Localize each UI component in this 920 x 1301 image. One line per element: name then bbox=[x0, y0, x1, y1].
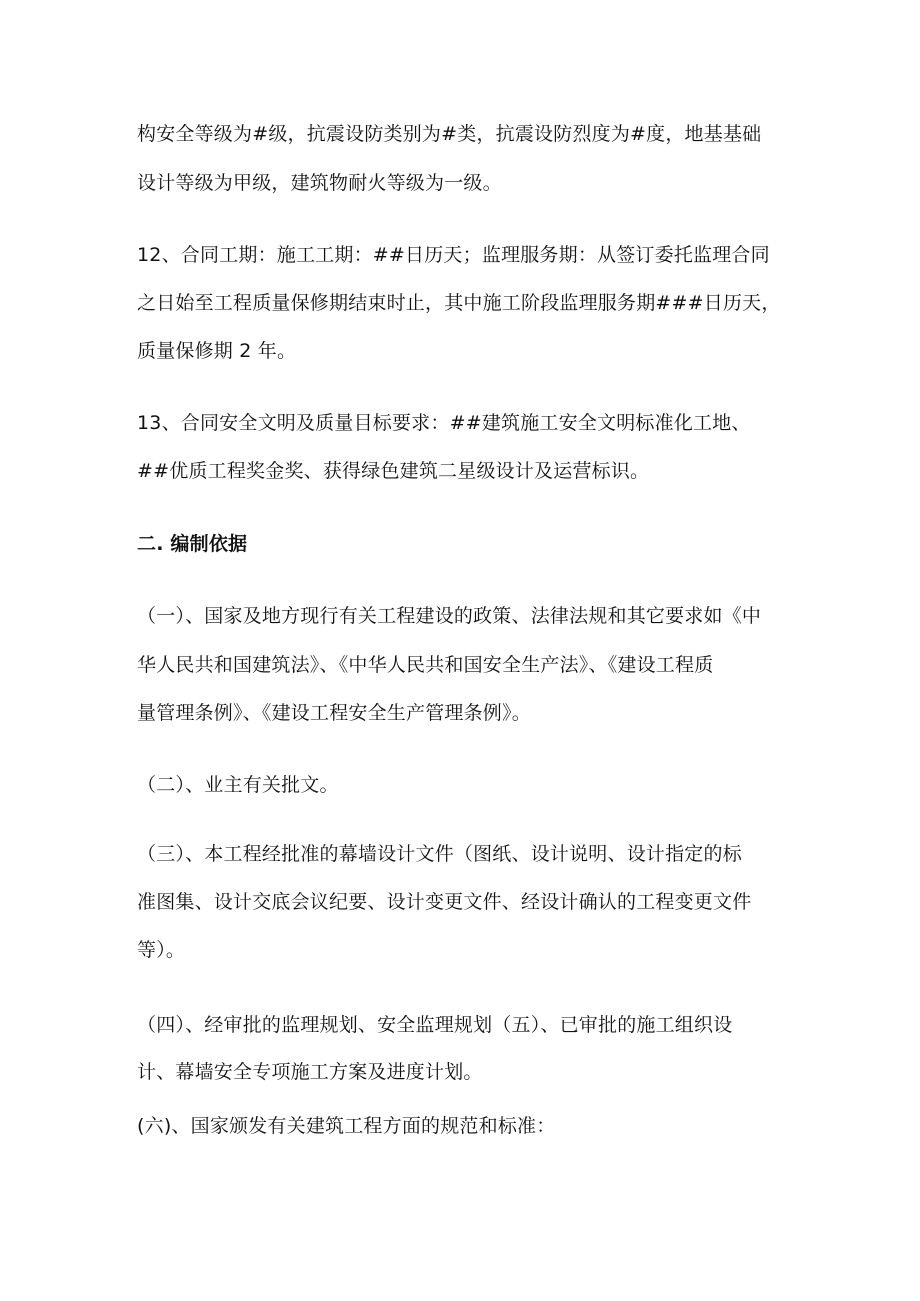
basis-item-line: 计、幕墙安全专项施工方案及进度计划。 bbox=[137, 1061, 483, 1083]
basis-item-line: 华人民共和国建筑法》、《中华人民共和国安全生产法》、《建设工程质 bbox=[137, 654, 714, 676]
paragraph-line: 之日始至工程质量保修期结束时止，其中施工阶段监理服务期###日历天， bbox=[137, 292, 781, 314]
paragraph-line: 质量保修期 2 年。 bbox=[137, 340, 297, 362]
paragraph-line: 设计等级为甲级，建筑物耐火等级为一级。 bbox=[137, 172, 502, 194]
basis-item-line: （三）、本工程经批准的幕墙设计文件（图纸、设计说明、设计指定的标 bbox=[137, 843, 742, 865]
basis-item-line: 量管理条例》、《建设工程安全生产管理条例》。 bbox=[137, 702, 531, 724]
basis-item-line: （一）、国家及地方现行有关工程建设的政策、法律法规和其它要求如《中 bbox=[137, 605, 762, 627]
paragraph-line: ##优质工程奖金奖、获得绿色建筑二星级设计及运营标识。 bbox=[137, 460, 650, 482]
section-heading: 二. 编制依据 bbox=[137, 533, 248, 555]
basis-item-line: 准图集、设计交底会议纪要、设计变更文件、经设计确认的工程变更文件 bbox=[137, 891, 752, 913]
paragraph-line: 12、合同工期：施工工期：##日历天；监理服务期：从签订委托监理合同 bbox=[137, 244, 770, 266]
basis-item-line: （二）、业主有关批文。 bbox=[137, 774, 339, 796]
paragraph-line: 构安全等级为#级，抗震设防类别为#类，抗震设防烈度为#度，地基基础 bbox=[137, 123, 762, 145]
paragraph-line: 13、合同安全文明及质量目标要求：##建筑施工安全文明标准化工地、 bbox=[137, 412, 751, 434]
basis-item-line: （四）、经审批的监理规划、安全监理规划（五）、已审批的施工组织设 bbox=[137, 1014, 733, 1036]
basis-item-line: 等）。 bbox=[137, 939, 186, 961]
basis-item-line: (六)、国家颁发有关建筑工程方面的规范和标准： bbox=[137, 1115, 556, 1137]
